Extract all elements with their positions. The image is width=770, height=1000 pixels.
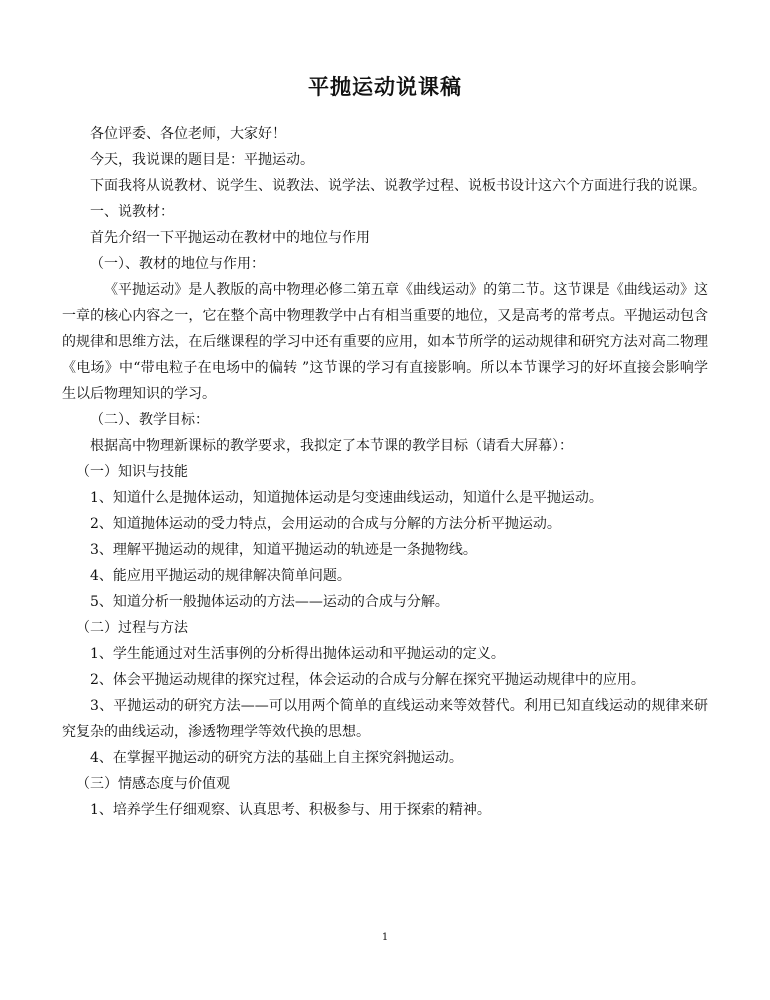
list-item: 1、知道什么是抛体运动，知道抛体运动是匀变速曲线运动，知道什么是平抛运动。 <box>90 490 603 506</box>
greeting-paragraph: 各位评委、各位老师，大家好！ <box>90 126 286 142</box>
objective-category-heading: （三）情感态度与价值观 <box>76 776 230 792</box>
objectives-intro-paragraph: 根据高中物理新课标的教学要求，我拟定了本节课的教学目标（请看大屏幕）： <box>90 438 573 454</box>
document-body <box>62 121 708 823</box>
subsection-heading: （二）、教学目标： <box>90 412 209 428</box>
objective-category-heading: （一）知识与技能 <box>76 464 188 480</box>
list-item: 1、学生能通过对生活事例的分析得出抛体运动和平抛运动的定义。 <box>90 646 505 662</box>
list-item: 2、知道抛体运动的受力特点，会用运动的合成与分解的方法分析平抛运动。 <box>90 516 561 532</box>
subsection-heading: （一）、教材的地位与作用： <box>90 256 265 272</box>
document-title: 平抛运动说课稿 <box>308 75 462 99</box>
list-item: 5、知道分析一般抛体运动的方法——运动的合成与分解。 <box>90 594 449 610</box>
list-item: 1、培养学生仔细观察、认真思考、积极参与、用于探索的精神。 <box>90 802 491 818</box>
objective-category-heading: （二）过程与方法 <box>76 620 188 636</box>
list-item: 3、理解平抛运动的规律，知道平抛运动的轨迹是一条抛物线。 <box>90 542 477 558</box>
list-item: 3、平抛运动的研究方法——可以用两个简单的直线运动来等效替代。利用已知直线运动的规律来研究复杂的曲线运动，渗透物理学等效代换的思想。 <box>62 698 708 740</box>
topic-paragraph: 今天，我说课的题目是：平抛运动。 <box>90 152 314 168</box>
list-item: 4、能应用平抛运动的规律解决简单问题。 <box>90 568 351 584</box>
section-heading: 一、说教材： <box>90 204 174 220</box>
intro-paragraph: 首先介绍一下平抛运动在教材中的地位与作用 <box>90 230 370 246</box>
page-number: 1 <box>381 932 389 943</box>
textbook-position-paragraph: 《平抛运动》是人教版的高中物理必修二第五章《曲线运动》的第二节。这节课是《曲线运动》这一章的核心内容之一，它在整个高中物理教学中占有相当重要的地位，又是高考的常考点。平抛运动包含的规律和思维方法，在后继课程的学习中还有重要的应用，如本节所学的运动规律和研究方法对高二物理《电场》中“带电粒子在电场中的偏转 ”这节课的学习有直接影响。所以本节课学习的好坏直接会影响学生以后物理知识的学习。 <box>62 282 708 402</box>
outline-paragraph: 下面我将从说教材、说学生、说教法、说学法、说教学过程、说板书设计这六个方面进行我的说课。 <box>90 178 706 194</box>
list-item: 4、在掌握平抛运动的研究方法的基础上自主探究斜抛运动。 <box>90 750 463 766</box>
list-item: 2、体会平抛运动规律的探究过程，体会运动的合成与分解在探究平抛运动规律中的应用。 <box>90 672 645 688</box>
